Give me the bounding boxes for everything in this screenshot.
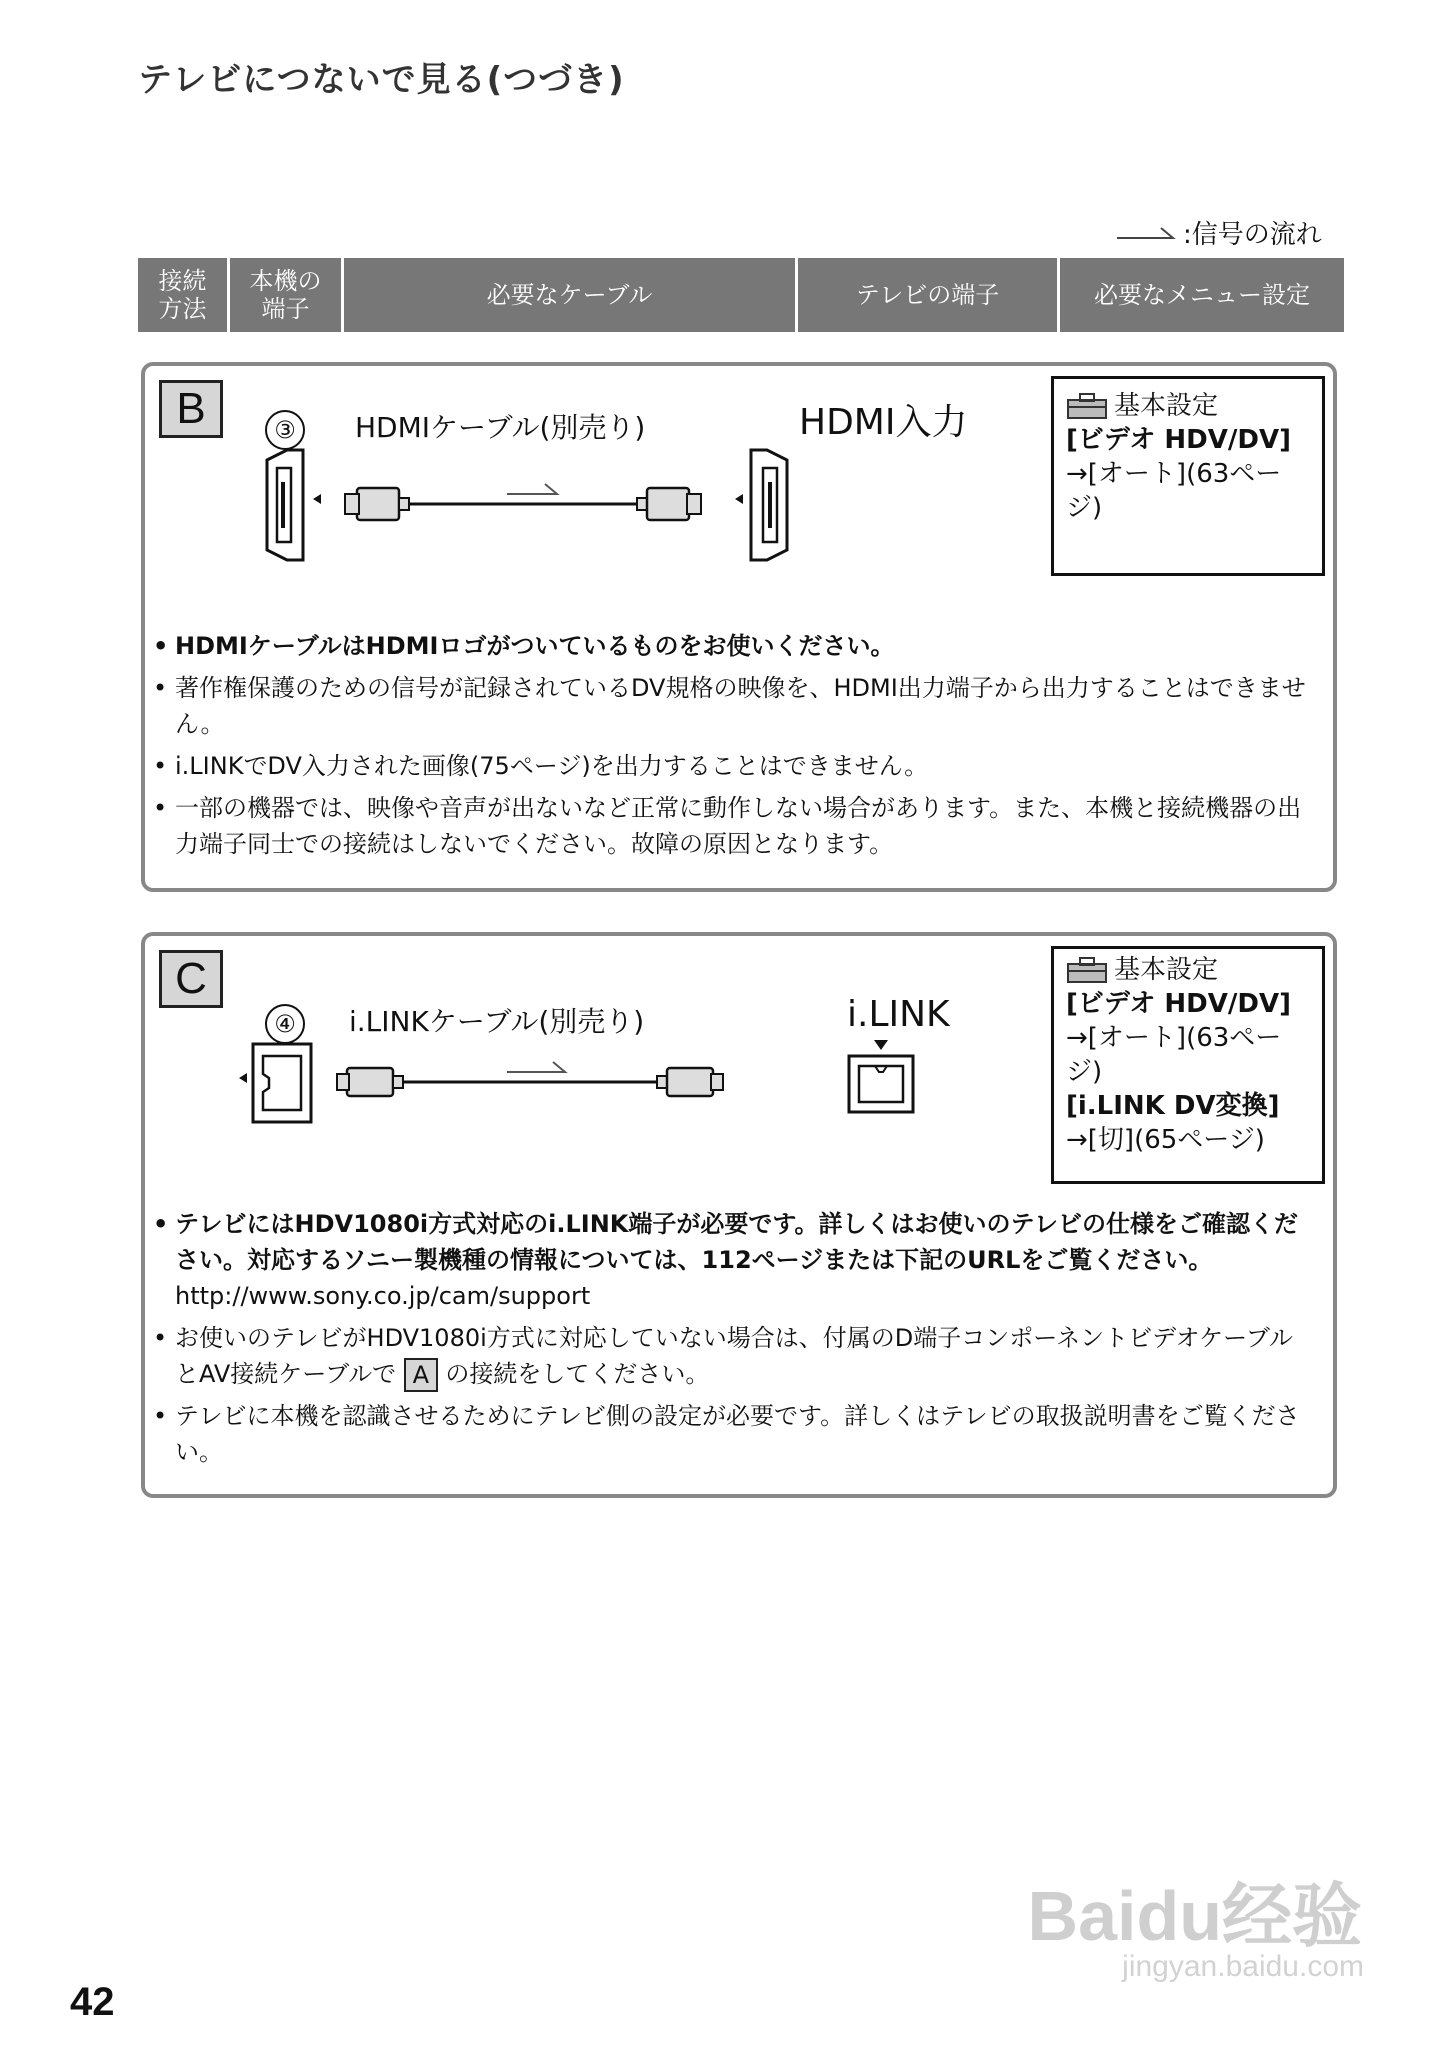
note-item	[153, 1320, 1313, 1392]
panel-b-notes	[153, 628, 1313, 868]
header-port: 本機の 端子	[230, 258, 344, 332]
tv-ilink-port-icon	[849, 1040, 913, 1112]
page-number: 42	[70, 1980, 115, 2024]
menu-line-3: ジ)	[1066, 1057, 1103, 1087]
menu-head: 基本設定	[1114, 955, 1219, 985]
menu-line-4: [i.LINK DV変換]	[1066, 1091, 1280, 1121]
header-method: 接続 方法	[138, 258, 230, 332]
panel-b-letter: B	[159, 380, 223, 438]
ilink-label: i.LINK	[847, 994, 950, 1035]
panel-c-notes	[153, 1206, 1313, 1476]
note-item: • 一部の機器では、映像や音声が出ないなど正常に動作しない場合があります。また、本機と接続機器の出力端子同士での接続はしないでください。故障の原因となります。	[153, 790, 1313, 862]
note-item: • HDMIケーブルはHDMIロゴがついているものをお使いください。	[153, 628, 1313, 664]
note-item: • 著作権保護のための信号が記録されているDV規格の映像を、HDMI出力端子から出力することはできません。	[153, 670, 1313, 742]
panel-c-menu-box	[1051, 946, 1325, 1184]
toolbox-icon	[1066, 392, 1108, 420]
port-number-3: ③	[265, 410, 305, 450]
note-item: • テレビに本機を認識させるためにテレビ側の設定が必要です。詳しくはテレビの取扱説明書をご覧ください。	[153, 1398, 1313, 1470]
baidu-watermark-url: jingyan.baidu.com	[1122, 1950, 1364, 1983]
note-text: の接続をしてください。	[445, 1360, 710, 1388]
camera-hdmi-port-icon	[267, 450, 321, 560]
menu-head: 基本設定	[1114, 391, 1219, 421]
hdmi-plug-right-icon	[637, 488, 701, 520]
legend-text: :信号の流れ	[1183, 220, 1322, 250]
signal-arrow-icon	[1115, 225, 1177, 241]
signal-flow-legend	[1115, 214, 1322, 251]
menu-line-1: [ビデオ HDV/DV]	[1066, 425, 1291, 455]
connection-a-badge: A	[404, 1358, 438, 1392]
support-url[interactable]: http://www.sony.co.jp/cam/support	[175, 1282, 591, 1310]
note-text: お使いのテレビがHDV1080i方式に対応していない場合は、付属のD端子コンポーネントビデオケーブルとAV接続ケーブルで	[175, 1324, 1293, 1388]
ilink-plug-left-icon	[337, 1068, 403, 1096]
hdmi-plug-left-icon	[345, 488, 409, 520]
header-menu: 必要なメニュー設定	[1060, 258, 1344, 332]
camera-ilink-port-icon	[239, 1044, 311, 1122]
baidu-watermark: Baidu经验	[1027, 1877, 1362, 1955]
note-item: • i.LINKでDV入力された画像(75ページ)を出力することはできません。	[153, 748, 1313, 784]
signal-direction-icon	[507, 1062, 565, 1072]
menu-line-1: [ビデオ HDV/DV]	[1066, 989, 1291, 1019]
page-title: テレビにつないで見る(つづき)	[138, 60, 625, 100]
toolbox-icon	[1066, 956, 1108, 984]
hdmi-input-label: HDMI入力	[799, 402, 968, 443]
ilink-connection-diagram	[237, 1036, 957, 1146]
panel-b-menu-box	[1051, 376, 1325, 576]
menu-line-3: ジ)	[1066, 493, 1103, 523]
ilink-plug-right-icon	[657, 1068, 723, 1096]
panel-c-letter: C	[159, 950, 223, 1008]
note-text: テレビにはHDV1080i方式対応のi.LINK端子が必要です。詳しくはお使いのテレビの仕様をご確認ください。対応するソニー製機種の情報については、112ページまたは下記のURLをご覧ください。	[175, 1210, 1298, 1274]
header-cable: 必要なケーブル	[344, 258, 798, 332]
note-item	[153, 1206, 1313, 1314]
panel-b	[141, 362, 1337, 892]
hdmi-cable-label: HDMIケーブル(別売り)	[355, 411, 646, 444]
header-tv-port: テレビの端子	[798, 258, 1060, 332]
tv-hdmi-port-icon	[735, 450, 787, 560]
menu-line-2: →[オート](63ペー	[1066, 459, 1282, 489]
table-header	[138, 258, 1344, 332]
panel-c	[141, 932, 1337, 1498]
menu-line-2: →[オート](63ペー	[1066, 1023, 1282, 1053]
port-number-4: ④	[265, 1004, 305, 1044]
menu-line-5: →[切](65ページ)	[1066, 1125, 1265, 1155]
signal-direction-icon	[507, 484, 557, 494]
ilink-cable-label: i.LINKケーブル(別売り)	[349, 1005, 645, 1038]
hdmi-connection-diagram	[257, 448, 837, 568]
